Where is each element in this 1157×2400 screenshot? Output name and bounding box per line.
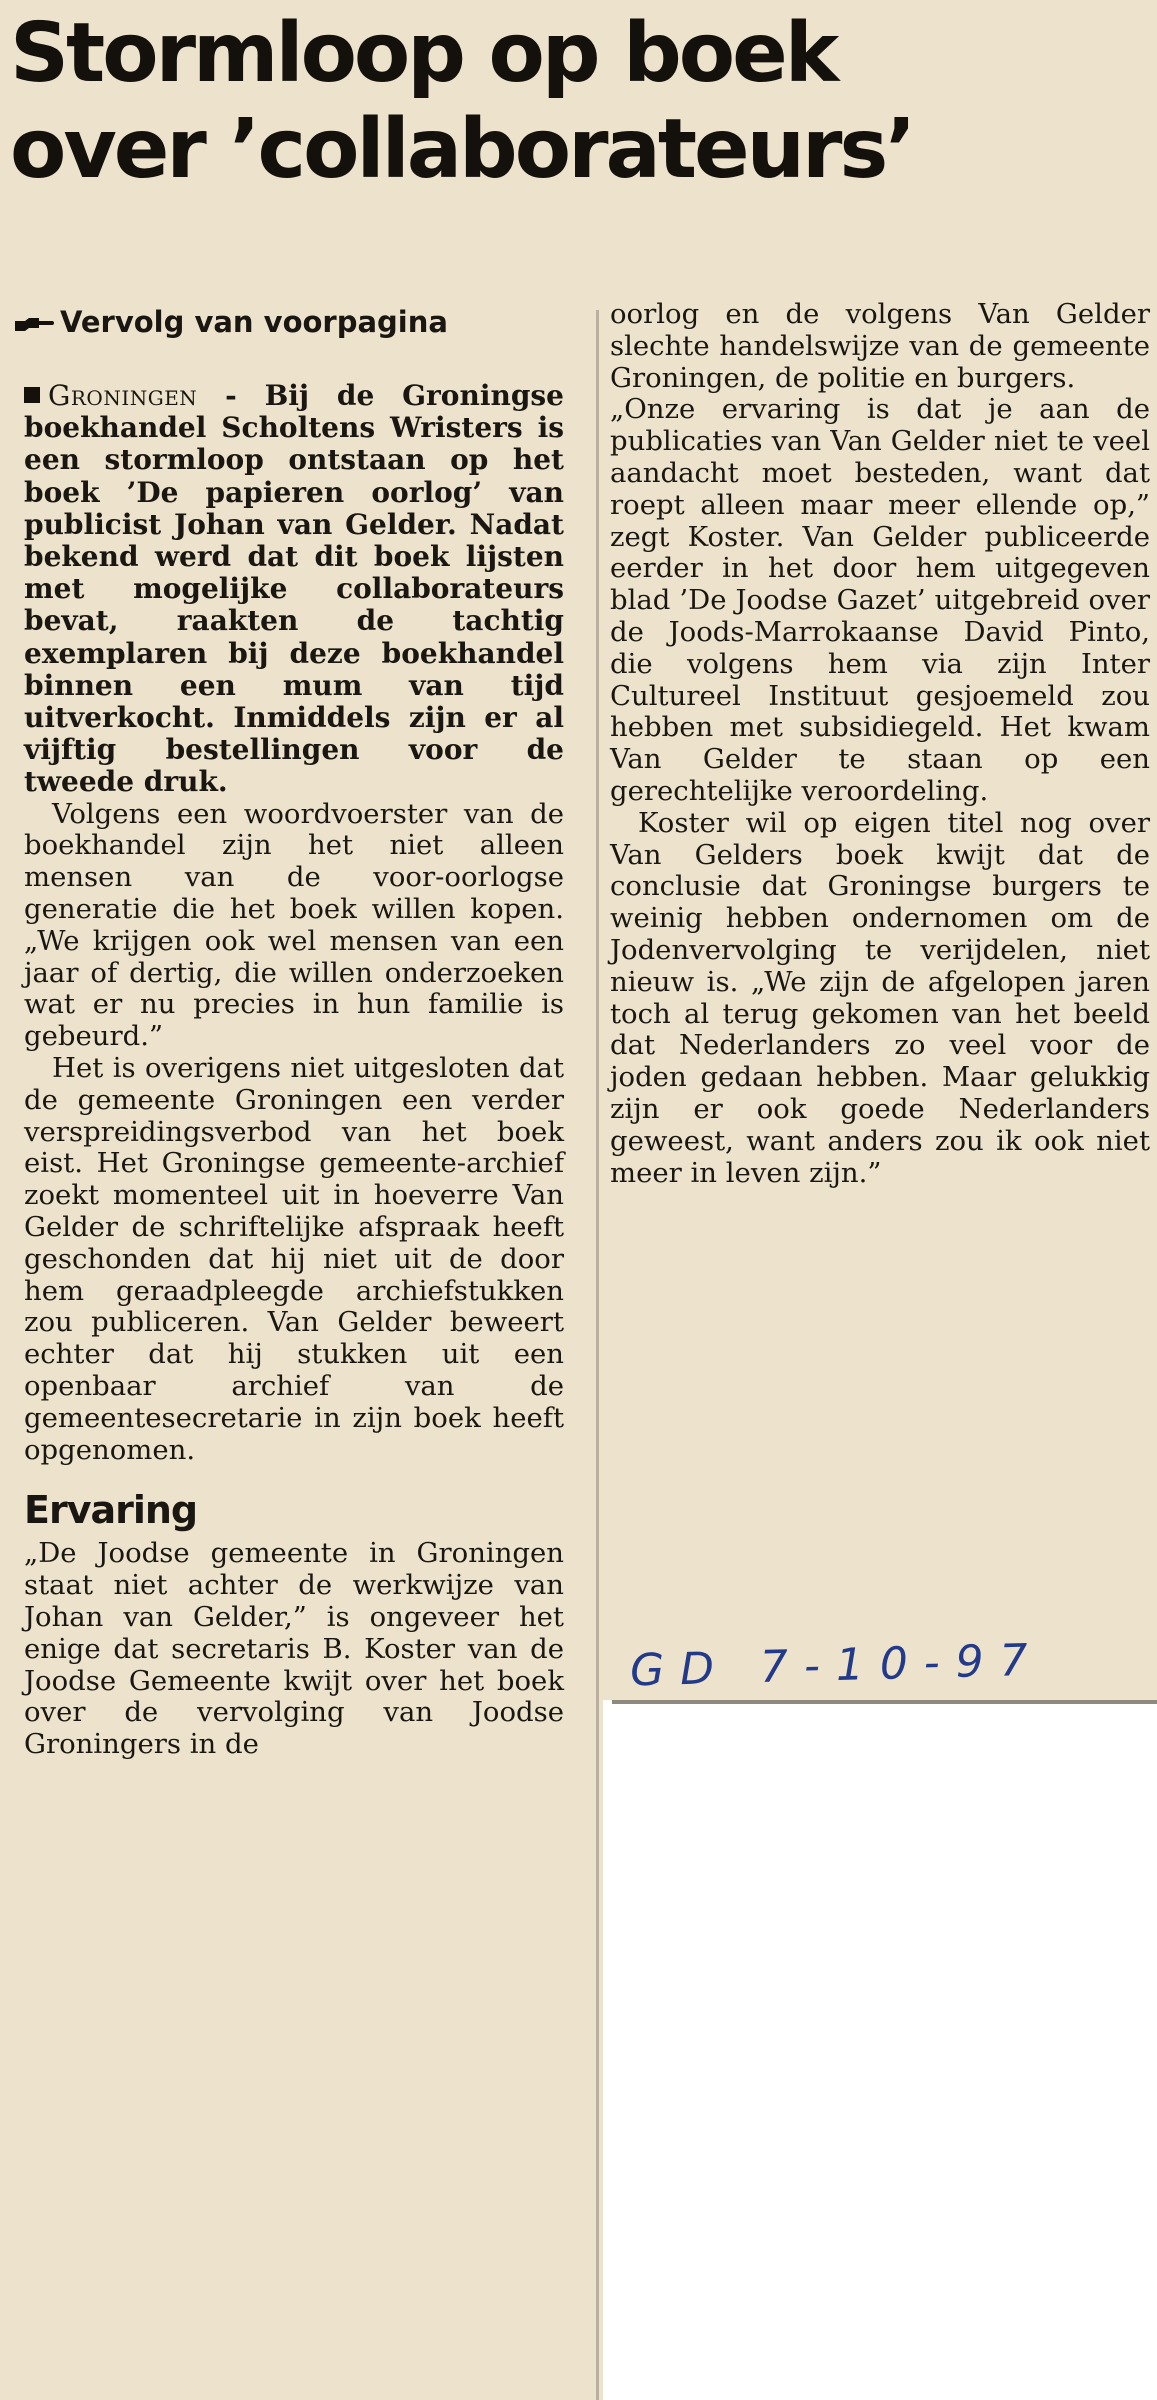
headline-line-2: over ’collaborateurs’ [10, 102, 914, 197]
handwritten-date-note: GD 7-10-97 [629, 1634, 1045, 1697]
article-column-right [610, 299, 1150, 1189]
dateline: Groningen [48, 379, 198, 412]
pointing-hand-icon [14, 316, 54, 332]
continuation-label: Vervolg van voorpagina [60, 305, 448, 339]
body-paragraph: Volgens een woordvoerster van de boekhandel zijn het niet alleen mensen van de voor-oorlogse generatie die het boek willen kopen. „We krijgen ook wel mensen van een jaar of dertig, die willen onderzoeken wat er nu precies in hun familie is gebeurd.” [24, 797, 564, 1053]
continuation-note [14, 302, 448, 342]
body-paragraph: „De Joodse gemeente in Groningen staat niet achter de werkwijze van Johan van Gelder,” is ongeveer het enige dat secretaris B. Koster van de Joodse Gemeente kwijt over het boek over de vervolging van Joodse Groningers in de [24, 1537, 564, 1761]
lead-text: Bij de Groningse boekhandel Scholtens Wristers is een stormloop ontstaan op het boek ’De papieren oorlog’ van publicist Johan van Gelder. Nadat bekend werd dat dit boek lijsten met mogelijke collaborateurs bevat, raakten de tachtig exemplaren bij deze boekhandel binnen een mum van tijd uitverkocht. Inmiddels zijn er al vijftig bestellingen voor de tweede druk. [24, 379, 564, 799]
square-bullet-icon [24, 387, 40, 403]
subheading: Ervaring [24, 1488, 198, 1533]
headline [10, 6, 1150, 198]
clipping-cut-edge [612, 1700, 1157, 1704]
body-paragraph: Het is overigens niet uitgesloten dat de gemeente Groningen een verder verspreidingsverbod van het boek eist. Het Groningse gemeente-archief zoekt momenteel uit in hoeverre Van Gelder de schriftelijke afspraak heeft geschonden dat hij niet uit de door hem geraadpleegde archiefstukken zou publiceren. Van Gelder beweert echter dat hij stukken uit een openbaar archief van de gemeentesecretarie in zijn boek heeft opgenomen. [24, 1052, 564, 1466]
column-divider [596, 310, 599, 2400]
headline-line-1: Stormloop op boek [10, 6, 837, 101]
body-paragraph: oorlog en de volgens Van Gelder slechte handelswijze van de gemeente Groningen, de politie en burgers. [610, 298, 1150, 394]
body-paragraph: „Onze ervaring is dat je aan de publicaties van Van Gelder niet te veel aandacht moet besteden, want dat roept alleen maar meer ellende op,” zegt Koster. Van Gelder publiceerde eerder in het door hem uitgegeven blad ’De Joodse Gazet’ uitgebreid over de Joods-Marrokaanse David Pinto, die volgens hem via zijn Inter Cultureel Instituut gesjoemeld zou hebben met subsidiegeld. Het kwam Van Gelder te staan op een gerechtelijke veroordeling. [610, 393, 1150, 807]
article-column-left [24, 380, 564, 1761]
body-paragraph: Koster wil op eigen titel nog over Van Gelders boek kwijt dat de conclusie dat Groningse burgers te weinig hebben ondernomen om de Jodenvervolging te verijdelen, niet nieuw is. „We zijn de afgelopen jaren toch al terug gekomen van het beeld dat Nederlanders zo veel voor de joden gedaan hebben. Maar gelukkig zijn er ook goede Nederlanders geweest, want anders zou ik ook niet meer in leven zijn.” [610, 806, 1150, 1189]
lead-paragraph [24, 380, 564, 799]
dateline-separator: - [197, 379, 265, 412]
